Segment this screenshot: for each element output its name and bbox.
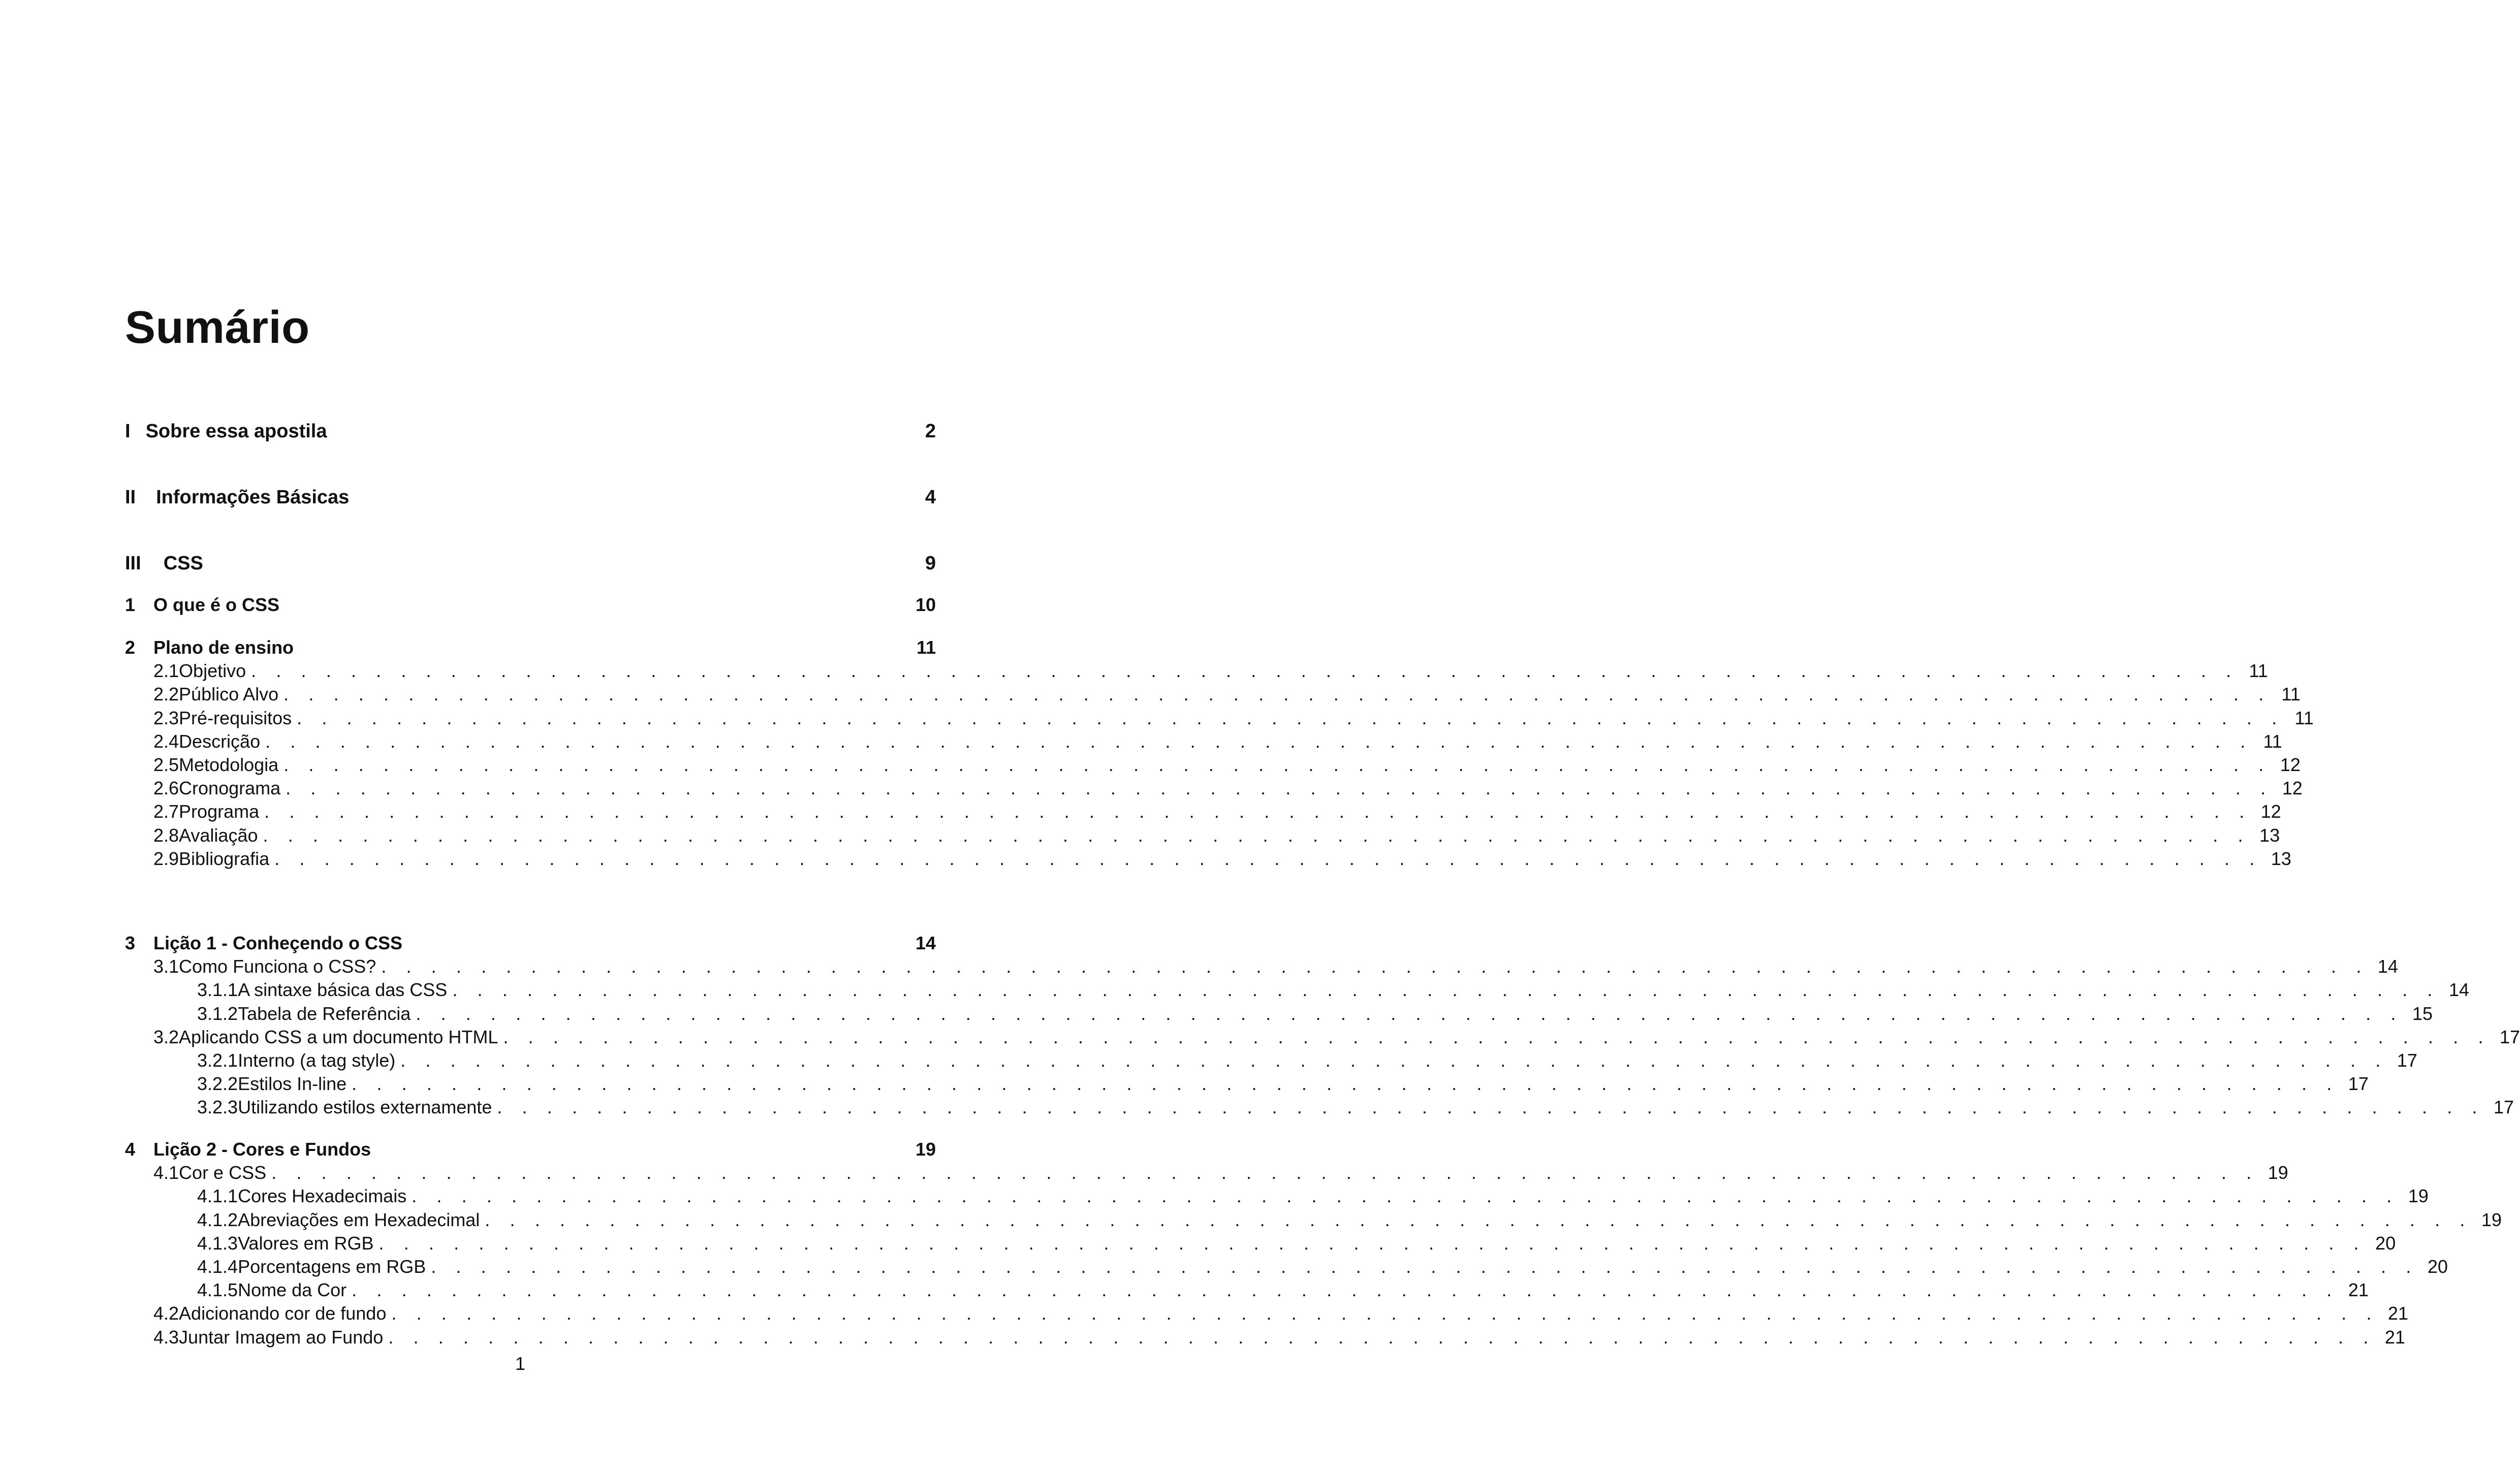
toc-section-number: 3.1 <box>153 956 179 977</box>
toc-section-page: 19 <box>2267 1162 2288 1183</box>
toc-subsection-number: 4.1.5 <box>197 1279 238 1301</box>
toc-chapter-row[interactable] <box>125 1139 936 1162</box>
toc-subsection-row[interactable] <box>125 1050 2417 1073</box>
toc-section-title: Aplicando CSS a um documento HTML <box>179 1026 498 1047</box>
toc-section-title: Descrição <box>179 730 261 752</box>
toc-section-title: Metodologia <box>179 754 279 775</box>
toc-section-row[interactable] <box>125 824 2280 848</box>
toc-part-page: 9 <box>925 553 936 574</box>
toc-subsection-row[interactable] <box>125 1073 2369 1097</box>
toc-section-title: Cor e CSS <box>179 1162 267 1183</box>
toc-subsection-page: 17 <box>2397 1050 2417 1071</box>
toc-chapter-title: Lição 2 - Cores e Fundos <box>153 1139 371 1160</box>
toc-dot-leader: . . . . . . . . . . . . . . . . . . . . . . . . . . . . . . . . . . . . . . . . . . . . . . . . . . . . . . . . . . . . . . . . . . . . . . . . . . . . . . . . <box>412 1186 2399 1207</box>
toc-dot-leader: . . . . . . . . . . . . . . . . . . . . . . . . . . . . . . . . . . . . . . . . . . . . . . . . . . . . . . . . . . . . . . . . . . . . . . . . . . . . . . . . <box>264 801 2252 822</box>
toc-dot-leader: . . . . . . . . . . . . . . . . . . . . . . . . . . . . . . . . . . . . . . . . . . . . . . . . . . . . . . . . . . . . . . . . . . . . . . . . . . . . . . . . <box>286 778 2273 799</box>
toc-section-title: Público Alvo <box>179 684 279 705</box>
toc-section-row[interactable] <box>125 778 2303 801</box>
toc-section-row[interactable] <box>125 707 2314 731</box>
toc-subsection-page: 19 <box>2408 1186 2429 1207</box>
toc-subsection-number: 4.1.2 <box>197 1209 238 1230</box>
toc-subsection-page: 15 <box>2412 1003 2433 1024</box>
page-title: Sumário <box>125 302 310 353</box>
toc-section-title: Bibliografia <box>179 848 270 869</box>
toc-section-row[interactable] <box>125 754 2301 778</box>
toc-section-title: Adicionando cor de fundo <box>179 1303 387 1324</box>
toc-part-number: I <box>125 421 131 442</box>
toc-dot-leader: . . . . . . . . . . . . . . . . . . . . . . . . . . . . . . . . . . . . . . . . . . . . . . . . . . . . . . . . . . . . . . . . . . . . . . . . . . . . . . . . <box>400 1050 2388 1071</box>
toc-chapter-number: 3 <box>125 933 136 953</box>
toc-section-row[interactable] <box>125 956 2398 979</box>
toc-subsection-number: 3.2.2 <box>197 1073 238 1095</box>
toc-chapter-row[interactable] <box>125 594 936 618</box>
toc-chapter-page: 14 <box>915 933 936 953</box>
toc-dot-leader: . . . . . . . . . . . . . . . . . . . . . . . . . . . . . . . . . . . . . . . . . . . . . . . . . . . . . . . . . . . . . . . . . . . . . . . . . . . . . . . . <box>381 956 2369 977</box>
toc-dot-leader: . . . . . . . . . . . . . . . . . . . . . . . . . . . . . . . . . . . . . . . . . . . . . . . . . . . . . . . . . . . . . . . . . . . . . . . . . . . . . . . . <box>284 684 2271 705</box>
toc-subsection-title: Valores em RGB <box>238 1232 374 1254</box>
toc-part-page: 2 <box>925 421 936 442</box>
toc-section-row[interactable] <box>125 660 2268 684</box>
toc-dot-leader: . . . . . . . . . . . . . . . . . . . . . . . . . . . . . . . . . . . . . . . . . . . . . . . . . . . . . . . . . . . . . . . . . . . . . . . . . . . . . . . . <box>263 824 2251 846</box>
toc-dot-leader: . . . . . . . . . . . . . . . . . . . . . . . . . . . . . . . . . . . . . . . . . . . . . . . . . . . . . . . . . . . . . . . . . . . . . . . . . . . . . . . . <box>265 730 2253 752</box>
toc-section-row[interactable] <box>125 1303 2409 1326</box>
toc-dot-leader: . . . . . . . . . . . . . . . . . . . . . . . . . . . . . . . . . . . . . . . . . . . . . . . . . . . . . . . . . . . . . . . . . . . . . . . . . . . . . . . . <box>497 1097 2485 1118</box>
toc-part-row[interactable] <box>125 487 936 512</box>
toc-subsection-row[interactable] <box>125 1003 2433 1027</box>
toc-subsection-number: 4.1.3 <box>197 1232 238 1254</box>
toc-section-number: 2.4 <box>153 730 179 752</box>
toc-dot-leader: . . . . . . . . . . . . . . . . . . . . . . . . . . . . . . . . . . . . . . . . . . . . . . . . . . . . . . . . . . . . . . . . . . . . . . . . . . . . . . . . <box>284 754 2271 775</box>
toc-section-row[interactable] <box>125 848 2291 872</box>
toc-section-title: Cronograma <box>179 778 281 799</box>
toc-subsection-row[interactable] <box>125 1232 2396 1256</box>
toc-section-number: 2.6 <box>153 778 179 799</box>
toc-subsection-row[interactable] <box>125 1209 2502 1233</box>
toc-section-page: 11 <box>2281 684 2301 705</box>
toc-part-number: III <box>125 553 141 574</box>
toc-dot-leader: . . . . . . . . . . . . . . . . . . . . . . . . . . . . . . . . . . . . . . . . . . . . . . . . . . . . . . . . . . . . . . . . . . . . . . . . . . . . . . . . <box>503 1026 2491 1047</box>
toc-chapter-page: 10 <box>915 594 936 615</box>
toc-chapter-number: 4 <box>125 1139 136 1160</box>
toc-section-row[interactable] <box>125 1162 2288 1186</box>
toc-chapter-number: 1 <box>125 594 136 615</box>
toc-section-page: 17 <box>2500 1026 2520 1047</box>
toc-part-row[interactable] <box>125 553 936 578</box>
toc-dot-leader: . . . . . . . . . . . . . . . . . . . . . . . . . . . . . . . . . . . . . . . . . . . . . . . . . . . . . . . . . . . . . . . . . . . . . . . . . . . . . . . . <box>485 1209 2473 1230</box>
toc-section-number: 4.1 <box>153 1162 179 1183</box>
toc-section-number: 4.2 <box>153 1303 179 1324</box>
toc-section-row[interactable] <box>125 1326 2405 1350</box>
toc-subsection-number: 3.1.2 <box>197 1003 238 1024</box>
toc-part-number: II <box>125 487 136 508</box>
toc-dot-leader: . . . . . . . . . . . . . . . . . . . . . . . . . . . . . . . . . . . . . . . . . . . . . . . . . . . . . . . . . . . . . . . . . . . . . . . . . . . . . . . . <box>352 1279 2339 1301</box>
toc-subsection-title: Utilizando estilos externamente <box>238 1097 492 1118</box>
toc-chapter-row[interactable] <box>125 933 936 956</box>
toc-subsection-number: 4.1.1 <box>197 1186 238 1207</box>
toc-dot-leader: . . . . . . . . . . . . . . . . . . . . . . . . . . . . . . . . . . . . . . . . . . . . . . . . . . . . . . . . . . . . . . . . . . . . . . . . . . . . . . . . <box>391 1303 2379 1324</box>
toc-subsection-number: 3.1.1 <box>197 979 238 1001</box>
toc-section-title: Como Funciona o CSS? <box>179 956 376 977</box>
toc-section-page: 21 <box>2388 1303 2409 1324</box>
toc-section-page: 13 <box>2271 848 2291 869</box>
toc-section-page: 11 <box>2249 660 2268 682</box>
toc-subsection-title: Interno (a tag style) <box>238 1050 396 1071</box>
toc-subsection-title: Porcentagens em RGB <box>238 1256 426 1277</box>
toc-subsection-title: Abreviações em Hexadecimal <box>238 1209 480 1230</box>
toc-dot-leader: . . . . . . . . . . . . . . . . . . . . . . . . . . . . . . . . . . . . . . . . . . . . . . . . . . . . . . . . . . . . . . . . . . . . . . . . . . . . . . . . <box>431 1256 2418 1277</box>
toc-section-row[interactable] <box>125 801 2281 824</box>
toc-chapter-title: Lição 1 - Conheçendo o CSS <box>153 933 403 953</box>
toc-part-title: Sobre essa apostila <box>145 421 327 442</box>
toc-subsection-title: Tabela de Referência <box>238 1003 411 1024</box>
toc-chapter-title: O que é o CSS <box>153 594 280 615</box>
toc-section-row[interactable] <box>125 1026 2520 1050</box>
toc-subsection-title: Cores Hexadecimais <box>238 1186 407 1207</box>
toc-dot-leader: . . . . . . . . . . . . . . . . . . . . . . . . . . . . . . . . . . . . . . . . . . . . . . . . . . . . . . . . . . . . . . . . . . . . . . . . . . . . . . . . <box>379 1232 2367 1254</box>
toc-subsection-page: 19 <box>2481 1209 2502 1230</box>
toc-section-number: 4.3 <box>153 1326 179 1348</box>
toc-subsection-page: 20 <box>2375 1232 2396 1254</box>
toc-part-page: 4 <box>925 487 936 508</box>
toc-subsection-page: 14 <box>2448 979 2470 1001</box>
toc-chapter-title: Plano de ensino <box>153 637 294 658</box>
toc-section-page: 14 <box>2377 956 2398 977</box>
toc-dot-leader: . . . . . . . . . . . . . . . . . . . . . . . . . . . . . . . . . . . . . . . . . . . . . . . . . . . . . . . . . . . . . . . . . . . . . . . . . . . . . . . . <box>416 1003 2404 1024</box>
toc-section-title: Avaliação <box>179 824 258 846</box>
toc-section-title: Objetivo <box>179 660 246 682</box>
toc-section-page: 11 <box>2263 730 2282 752</box>
toc-section-number: 2.1 <box>153 660 179 682</box>
toc-part-title: Informações Básicas <box>156 487 350 508</box>
toc-section-number: 2.5 <box>153 754 179 775</box>
toc-section-title: Juntar Imagem ao Fundo <box>179 1326 384 1348</box>
toc-section-number: 2.3 <box>153 707 179 728</box>
toc-section-page: 12 <box>2280 754 2301 775</box>
toc-subsection-row[interactable] <box>125 1186 2429 1209</box>
toc-subsection-row[interactable] <box>125 1279 2369 1303</box>
toc-subsection-title: Estilos In-line <box>238 1073 347 1095</box>
toc-subsection-page: 21 <box>2348 1279 2369 1301</box>
toc-section-number: 2.9 <box>153 848 179 869</box>
toc-dot-leader: . . . . . . . . . . . . . . . . . . . . . . . . . . . . . . . . . . . . . . . . . . . . . . . . . . . . . . . . . . . . . . . . . . . . . . . . . . . . . . . . <box>251 660 2239 682</box>
toc-section-row[interactable] <box>125 684 2301 707</box>
toc-dot-leader: . . . . . . . . . . . . . . . . . . . . . . . . . . . . . . . . . . . . . . . . . . . . . . . . . . . . . . . . . . . . . . . . . . . . . . . . . . . . . . . . <box>352 1073 2339 1095</box>
toc-subsection-row[interactable] <box>125 1097 2514 1120</box>
toc-section-page: 13 <box>2259 824 2280 846</box>
toc-section-title: Pré-requisitos <box>179 707 292 728</box>
toc-dot-leader: . . . . . . . . . . . . . . . . . . . . . . . . . . . . . . . . . . . . . . . . . . . . . . . . . . . . . . . . . . . . . . . . . . . . . . . . . . . . . . . . <box>452 979 2440 1001</box>
toc-section-page: 12 <box>2282 778 2303 799</box>
toc-dot-leader: . . . . . . . . . . . . . . . . . . . . . . . . . . . . . . . . . . . . . . . . . . . . . . . . . . . . . . . . . . . . . . . . . . . . . . . . . . . . . . . . <box>297 707 2284 728</box>
toc-chapter-page: 19 <box>915 1139 936 1160</box>
toc-subsection-page: 17 <box>2348 1073 2369 1095</box>
toc-section-number: 2.2 <box>153 684 179 705</box>
toc-dot-leader: . . . . . . . . . . . . . . . . . . . . . . . . . . . . . . . . . . . . . . . . . . . . . . . . . . . . . . . . . . . . . . . . . . . . . . . . . . . . . . . . <box>274 848 2262 869</box>
toc-chapter-row[interactable] <box>125 637 936 660</box>
toc-subsection-title: A sintaxe básica das CSS <box>238 979 448 1001</box>
toc-subsection-page: 20 <box>2427 1256 2448 1277</box>
toc-dot-leader: . . . . . . . . . . . . . . . . . . . . . . . . . . . . . . . . . . . . . . . . . . . . . . . . . . . . . . . . . . . . . . . . . . . . . . . . . . . . . . . . <box>388 1326 2376 1348</box>
page-number: 1 <box>515 1353 526 1374</box>
toc-section-page: 11 <box>2294 707 2314 728</box>
toc-section-page: 21 <box>2384 1326 2405 1348</box>
toc-section-number: 2.8 <box>153 824 179 846</box>
toc-section-row[interactable] <box>125 730 2282 754</box>
toc-subsection-number: 3.2.1 <box>197 1050 238 1071</box>
toc-chapter-number: 2 <box>125 637 136 658</box>
toc-section-title: Programa <box>179 801 260 822</box>
toc-section-number: 2.7 <box>153 801 179 822</box>
toc-subsection-row[interactable] <box>125 979 2470 1003</box>
toc-subsection-title: Nome da Cor <box>238 1279 347 1301</box>
toc-subsection-number: 3.2.3 <box>197 1097 238 1118</box>
toc-part-title: CSS <box>163 553 203 574</box>
toc-dot-leader: . . . . . . . . . . . . . . . . . . . . . . . . . . . . . . . . . . . . . . . . . . . . . . . . . . . . . . . . . . . . . . . . . . . . . . . . . . . . . . . . <box>271 1162 2259 1183</box>
toc-subsection-row[interactable] <box>125 1256 2448 1279</box>
toc-subsection-page: 17 <box>2494 1097 2514 1118</box>
toc-chapter-page: 11 <box>916 637 936 658</box>
toc-part-row[interactable] <box>125 421 936 446</box>
toc-section-page: 12 <box>2260 801 2281 822</box>
toc-subsection-number: 4.1.4 <box>197 1256 238 1277</box>
toc-section-number: 3.2 <box>153 1026 179 1047</box>
